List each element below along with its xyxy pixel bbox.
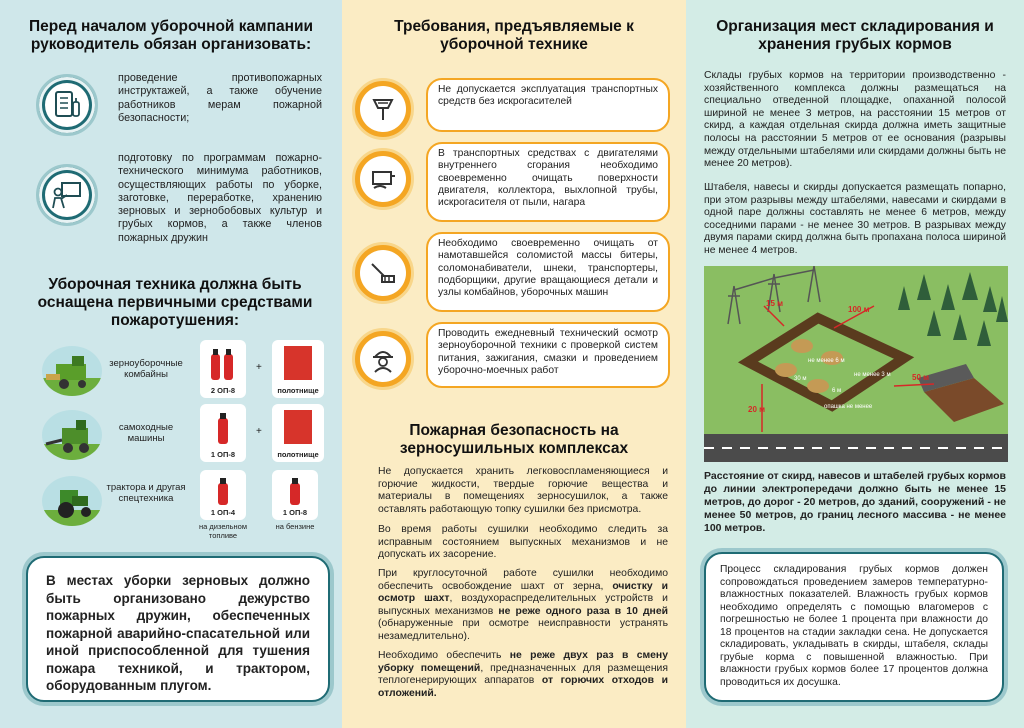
fire-blanket-icon: [284, 346, 312, 380]
storage-diagram: [704, 266, 1008, 462]
c1-item-1: проведение противопожарных инструктажей, а также обучение работников мерам пожарной безопасности;: [118, 72, 322, 124]
engine-cleaning-icon: [352, 148, 414, 210]
label-plow: опашка не менее: [824, 404, 873, 410]
label-20m: 20 м: [748, 405, 766, 414]
extinguisher-icon: [208, 344, 238, 382]
text-run-bold: не реже двух раз в смену уборку помещений: [378, 650, 668, 674]
self-propelled-machine-image: [42, 410, 102, 460]
cloth-label: полотнище: [277, 386, 319, 395]
extinguisher-card: [200, 340, 246, 398]
extinguisher-label: 1 ОП-8: [210, 450, 236, 459]
cloth-card: [272, 404, 324, 462]
label-50m: 50 м: [912, 373, 930, 382]
text-run: , воздухораспределительных устройств и выпускных механизмов: [378, 593, 668, 617]
storage-para-1: Склады грубых кормов на территории производственно - хозяйственного комплекса должны размещаться на специально отведенной площадке, опаханной полосой шириной не менее 3 метров, на расстоянии 15 метров от скирд, а каждая отдельная скирда должна иметь защитные полосы на расстоянии 5 метров от ее основания (разрывы между отдельными штабелями или скирдами должны быть не менее 20 метров).: [704, 70, 1006, 170]
extinguisher-icon: [286, 473, 304, 507]
extinguisher-icon: [214, 408, 232, 446]
fire-blanket-icon: [284, 410, 312, 444]
worker-helmet-icon: [352, 328, 414, 390]
c3-title: Организация мест складирования и хранения грубых кормов: [716, 18, 994, 53]
extinguisher-card: [272, 470, 318, 520]
spark-arrester-icon: [352, 78, 414, 140]
requirement-text: Проводить ежедневный технический осмотр зерноуборочной техники с проверкой систем питания, зажигания, смазки и проведением уборочно-моечных работ: [426, 322, 670, 388]
extinguisher-label: 1 ОП-8: [282, 508, 308, 517]
rotating-parts-icon: [352, 242, 414, 304]
label-3m: не менее 3 м: [854, 372, 891, 378]
text-run: (обнаруженные при осмотре неисправности устранять незамедлительно).: [378, 618, 668, 642]
distance-rules: Расстояние от скирд, навесов и штабелей грубых кормов до линии электропередачи должно быть не менее 15 метров, до дорог - 20 метров, до зданий, сооружений - не менее 50 метров, до границ лесного массива - не менее 100 метров.: [704, 470, 1006, 534]
text-run: При круглосуточной работе сушилки необходимо обеспечить освобождение шахт от зерна,: [378, 568, 668, 592]
fuel-note: на бензине: [275, 522, 315, 531]
c2-title: Требования, предъявляемые к уборочной технике: [394, 18, 634, 53]
label-15m: 15 м: [766, 299, 784, 308]
c1-item-2: подготовку по программам пожарно-технического минимума работников, осуществляющих работы по уборке, заготовке, переработке, хранению зерновых и зернобобовых культур и грубых кормов, а также членов пожарных дружин: [118, 152, 322, 244]
extinguisher-icon: [214, 473, 232, 507]
text-run-bold: от горючих отходов и отложений.: [378, 675, 668, 699]
c1-title: Перед началом уборочной кампании руководитель обязан организовать:: [28, 18, 313, 53]
text-run: Необходимо обеспечить: [378, 650, 510, 661]
combine-harvester-image: [42, 346, 102, 396]
process-box: Процесс складирования грубых кормов должен сопровождаться проведением замеров температурно-влажностных показателей. Влажность грубых кормов необходимо определять с помощью влагомеров с погрешностью не более 1 процента при влажности до 18 процентов на стадии закладки сена. Не допускается складировать, укладывать в скирды, штабеля, склады грубые корма с повышенной влажностью. При влажности грубых кормов более 17 процентов должна проводиться их досушка.: [704, 552, 1004, 702]
dryer-para-2: Во время работы сушилки необходимо следить за исправным состоянием выпускных механизмов и не допускать их засорение.: [378, 524, 668, 561]
text-run-bold: очистку и осмотр шахт: [378, 580, 668, 605]
extinguisher-label: 1 ОП-4: [210, 508, 236, 517]
requirement-text: Необходимо своевременно очищать от намотавшейся соломистой массы битеры, соломонабиватели, шнеки, транспортеры, подборщики, другие вращающиеся детали и узлы комбайнов, уборочных машин: [426, 232, 670, 312]
dryer-para-4: [378, 650, 668, 700]
dryer-para-3: [378, 568, 668, 644]
label-30m: 30 м: [794, 376, 807, 382]
cloth-label: полотнище: [277, 450, 319, 459]
equip-label: трактора и другая спецтехника: [106, 482, 186, 504]
label-6m-a: не менее 6 м: [808, 358, 845, 364]
cloth-card: [272, 340, 324, 398]
patrol-notice: В местах уборки зерновых должно быть организовано дежурство пожарных дружин, обеспеченных пожарной аварийно-спасательной или иной приспособленной для тушения пожара техникой, и трактором, оборудованным плугом.: [26, 556, 330, 702]
equipment-row: [28, 404, 328, 474]
extinguisher-label: 2 ОП-8: [210, 386, 236, 395]
text-run: , предназначенных для размещения теплогенерирующих аппаратов: [378, 662, 668, 687]
plus-sign: +: [256, 426, 262, 437]
left-panel: [0, 0, 342, 728]
equipment-row: [28, 470, 328, 540]
storage-para-2: Штабеля, навесы и скирды допускается размещать попарно, при этом разрывы между штабелями, навесами и скирдами в одной паре должны составлять не менее 6 метров, между соседними парами - не менее 30 метров. В разрывах между двумя парами скирд должна быть пропахана полоса шириной не менее 4 метров.: [704, 182, 1006, 256]
label-6m-b: 6 м: [832, 388, 842, 394]
label-100m: 100 м: [848, 305, 870, 314]
equip-label: зерноуборочные комбайны: [109, 358, 183, 380]
equip-label: самоходные машины: [118, 422, 174, 444]
equip-title: Уборочная техника должна быть оснащена первичными средствами пожаротушения:: [37, 276, 313, 329]
dryer-para-1: Не допускается хранить легковоспламеняющиеся и горючие жидкости, твердые горючие вещества и материалы в помещениях зерносушилок, а также оставлять работающую топку сушилки без присмотра.: [378, 466, 668, 515]
fuel-note: на дизельном топливе: [199, 522, 247, 540]
extinguisher-card: [200, 404, 246, 462]
fire-title: Пожарная безопасность на зерносушильных комплексах: [399, 422, 629, 457]
notebook-extinguisher-icon: [36, 74, 98, 136]
text-run-bold: не реже одного раза в 10 дней: [498, 605, 668, 617]
storage-scene: [704, 266, 1008, 462]
requirement-text: В транспортных средствах с двигателями внутреннего сгорания необходимо своевременно очищать поверхности двигателя, коллектора, выхлопной трубы, искрогасителя от пыли, нагара: [426, 142, 670, 222]
tractor-image: [42, 476, 102, 526]
plus-sign: +: [256, 362, 262, 373]
requirement-text: Не допускается эксплуатация транспортных средств без искрогасителей: [426, 78, 670, 132]
extinguisher-card: [200, 470, 246, 520]
presentation-icon: [36, 164, 98, 226]
equipment-row: [28, 340, 328, 410]
